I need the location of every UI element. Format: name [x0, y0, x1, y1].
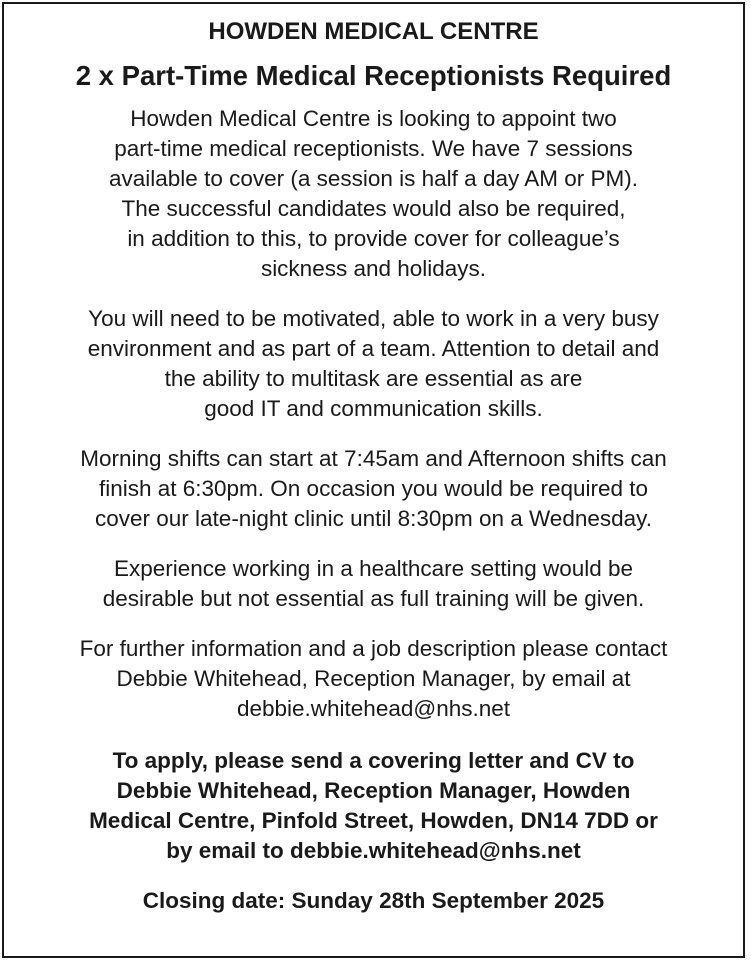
shifts-paragraph — [4, 444, 743, 534]
intro-line: available to cover (a session is half a day AM or PM). — [109, 166, 638, 191]
requirements-line: the ability to multitask are essential as are — [164, 366, 583, 391]
job-advert — [2, 2, 745, 958]
shifts-line: Morning shifts can start at 7:45am and Afternoon shifts can — [80, 446, 667, 471]
contact-paragraph — [4, 634, 743, 724]
closing-date: Closing date: Sunday 28th September 2025 — [142, 888, 605, 913]
requirements-paragraph — [4, 304, 743, 424]
intro-line: Howden Medical Centre is looking to appoint two — [130, 106, 617, 131]
intro-line: part-time medical receptionists. We have 7 sessions — [114, 136, 633, 161]
intro-line: The successful candidates would also be required, — [121, 196, 626, 221]
experience-paragraph — [4, 554, 743, 614]
apply-line: Debbie Whitehead, Reception Manager, Howden — [116, 778, 631, 803]
intro-line: in addition to this, to provide cover for colleague’s — [127, 226, 620, 251]
apply-paragraph — [4, 746, 743, 866]
contact-email[interactable]: debbie.whitehead@nhs.net — [236, 696, 511, 721]
requirements-line: You will need to be motivated, able to work in a very busy — [88, 306, 659, 331]
requirements-line: good IT and communication skills. — [204, 396, 543, 421]
contact-line: For further information and a job description please contact — [79, 636, 668, 661]
apply-line: Medical Centre, Pinfold Street, Howden, DN14 7DD or — [89, 808, 658, 833]
apply-line: To apply, please send a covering letter and CV to — [112, 748, 635, 773]
requirements-line: environment and as part of a team. Attention to detail and — [87, 336, 660, 361]
intro-line: sickness and holidays. — [260, 256, 487, 281]
experience-line: Experience working in a healthcare setting would be — [113, 556, 634, 581]
experience-line: desirable but not essential as full training will be given. — [102, 586, 645, 611]
intro-paragraph — [4, 104, 743, 284]
organisation-title: HOWDEN MEDICAL CENTRE — [208, 18, 539, 45]
shifts-line: finish at 6:30pm. On occasion you would be required to — [98, 476, 649, 501]
contact-line: Debbie Whitehead, Reception Manager, by email at — [116, 666, 631, 691]
shifts-line: cover our late-night clinic until 8:30pm on a Wednesday. — [95, 506, 652, 531]
job-headline: 2 x Part-Time Medical Receptionists Required — [75, 60, 672, 91]
apply-email-line[interactable]: by email to debbie.whitehead@nhs.net — [166, 838, 581, 863]
